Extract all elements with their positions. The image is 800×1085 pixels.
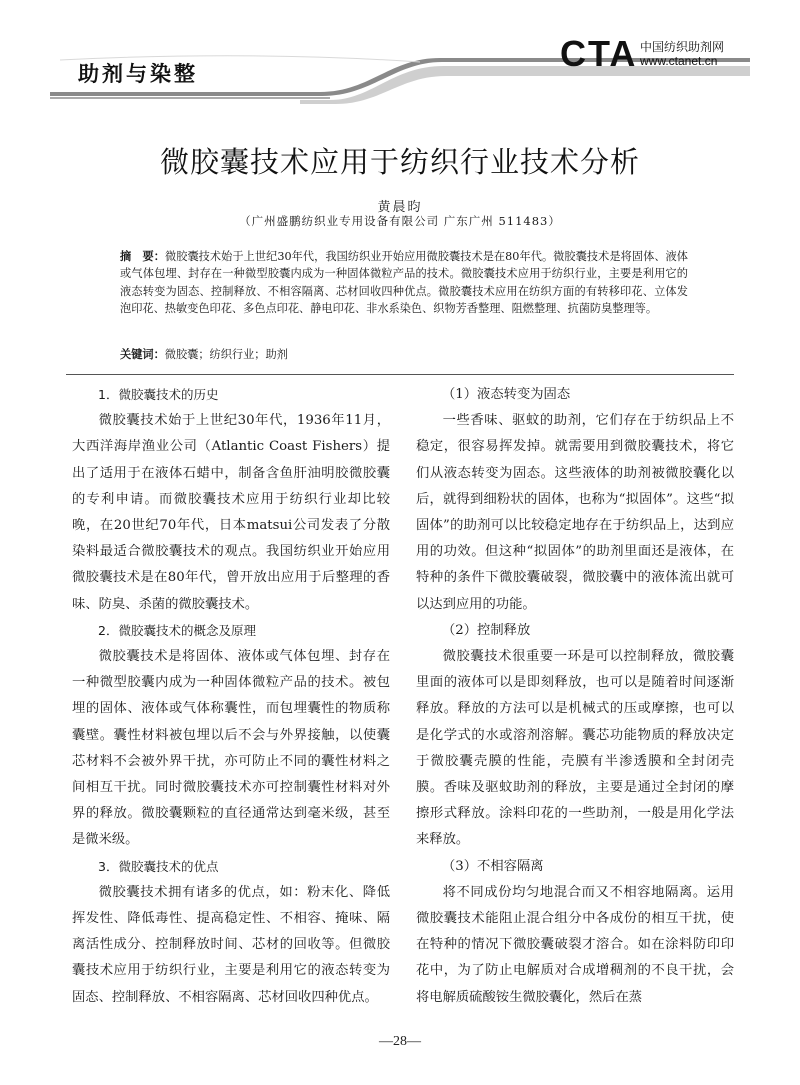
article-title: 微胶囊技术应用于纺织行业技术分析 (159, 145, 640, 179)
section-heading: 1．微胶囊技术的历史 (98, 387, 219, 402)
abstract-divider (66, 374, 734, 375)
subsection-heading: （1）液态转变为固态 (442, 387, 571, 402)
keywords-text: 微胶囊；纺织行业；助剂 (164, 348, 288, 361)
paragraph: 微胶囊技术是将固体、液体或气体包埋、封存在一种微型胶囊内成为一种固体微粒产品的技术。被包埋的固体、液体或气体称囊性，而包埋囊性的物质称囊壁。囊性材料被包埋以后不会与外界接触，以使囊芯材料不会被外界干扰，亦可防止不同的囊性材料之间相互干扰。同时微胶囊技术亦可控制囊性材料对外界的释放。微胶囊颗粒的直径通常达到毫米级，甚至是微米级。 (72, 649, 390, 848)
paragraph: 一些香味、驱蚊的助剂，它们存在于纺织品上不稳定，很容易挥发掉。就需要用到微胶囊技术，将它们从液态转变为固态。这些液体的助剂被微胶囊化以后，就得到细粉状的固体，也称为“拟固体”。这些“拟固体”的助剂可以比较稳定地存在于纺织品上，达到应用的功效。但这种“拟固体”的助剂里面还是液体，在特种的条件下微胶囊破裂，微胶囊中的液体流出就可以达到应用的功能。 (416, 413, 734, 612)
logo-chinese-name: 中国纺织助剂网 (640, 40, 725, 54)
abstract-label: 摘 要： (120, 250, 165, 263)
abstract-text: 微胶囊技术始于上世纪30年代，我国纺织业开始应用微胶囊技术是在80年代。微胶囊技术是将固体、液体或气体包埋、封存在一种微型胶囊内成为一种固体微粒产品的技术。微胶囊技术应用于纺织行业，主要是利用它的液态转变为固态、控制释放、不相容隔离、芯材回收四种优点。微胶囊技术应用在纺织方面的有转移印花、立体发泡印花、热敏变色印花、多色点印花、静电印花、非水系染色、织物芳香整理、阻燃整理、抗菌防臭整理等。 (120, 250, 688, 316)
subsection-heading: （3）不相容隔离 (442, 858, 544, 874)
section-heading: 3．微胶囊技术的优点 (98, 858, 219, 874)
logo-url: www.ctanet.cn (640, 54, 718, 68)
keywords (120, 346, 688, 363)
author: 黄晨昀 (377, 200, 423, 215)
section-tag: 助剂与染整 (78, 62, 198, 86)
keywords-label: 关键词： (120, 348, 165, 361)
affiliation: （广州盛鹏纺织业专用设备有限公司 广东广州 511483） (239, 214, 561, 228)
abstract (120, 248, 688, 318)
paragraph: 微胶囊技术始于上世纪30年代，1936年11月，大西洋海岸渔业公司（Atlantic Coast Fishers）提出了适用于在液体石蜡中，制备含鱼肝油明胶微胶囊的专利申请。而微胶囊技术应用于纺织行业却比较晚，在20世纪70年代，日本matsui公司发表了分散染料最适合微胶囊技术的观点。我国纺织业开始应用微胶囊技术是在80年代，曾开放出应用于后整理的香味、防臭、杀菌的微胶囊技术。 (72, 413, 390, 612)
subsection-heading: （2）控制释放 (442, 622, 531, 638)
page-number: —28— (379, 1034, 421, 1049)
right-column (416, 382, 734, 1011)
paragraph: 微胶囊技术拥有诸多的优点，如：粉末化、降低挥发性、降低毒性、提高稳定性、不相容、掩味、隔离活性成分、控制释放时间、芯材的回收等。但微胶囊技术应用于纺织行业，主要是利用它的液态转变为固态、控制释放、不相容隔离、芯材回收四种优点。 (72, 884, 390, 1005)
section-heading: 2．微胶囊技术的概念及原理 (98, 622, 256, 638)
logo-mark: CTA (560, 33, 638, 74)
left-column (72, 382, 390, 1011)
paragraph: 将不同成份均匀地混合而又不相容地隔离。运用微胶囊技术能阻止混合组分中各成份的相互干扰，使在特种的情况下微胶囊破裂才溶合。如在涂料防印印花中，为了防止电解质对合成增稠剂的不良干扰，会将电解质硫酸铵生微胶囊化，然后在蒸 (416, 884, 734, 1005)
paragraph: 微胶囊技术很重要一环是可以控制释放，微胶囊里面的液体可以是即刻释放，也可以是随着时间逐渐释放。释放的方法可以是机械式的压或摩擦，也可以是化学式的水或溶剂溶解。囊芯功能物质的释放决定于微胶囊壳膜的性能，壳膜有半渗透膜和全封闭壳膜。香味及驱蚊助剂的释放，主要是通过全封闭的摩擦形式释放。涂料印花的一些助剂，一般是用化学法来释放。 (416, 649, 734, 848)
